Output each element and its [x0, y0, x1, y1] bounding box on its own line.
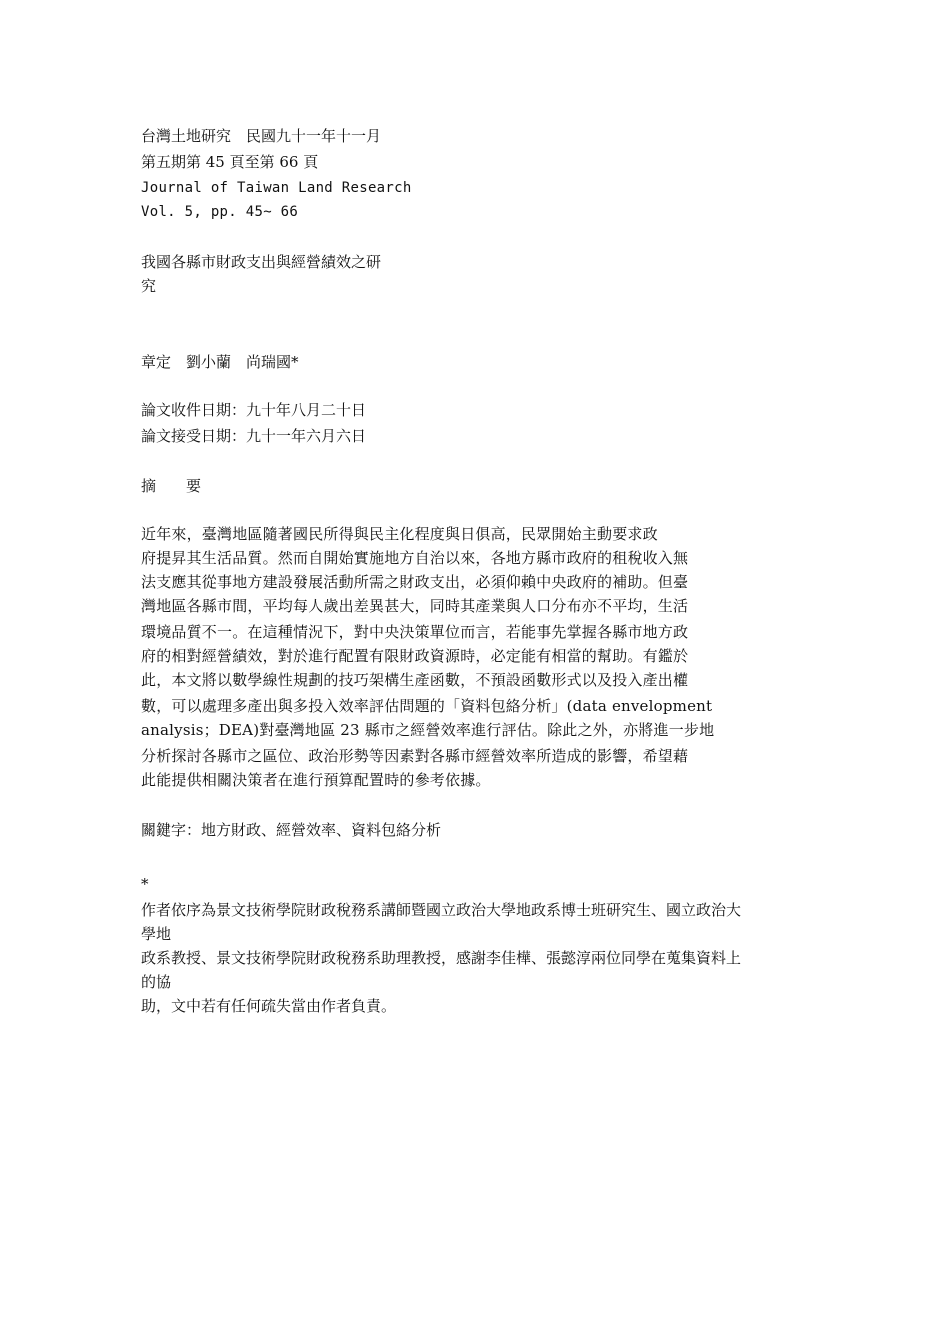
abstract-line: 分析探討各縣市之區位、政治形勢等因素對各縣市經營效率所造成的影響，希望藉 [141, 747, 689, 765]
footnote-line: 政系教授、景文技術學院財政稅務系助理教授，感謝李佳樺、張懿淳兩位同學在蒐集資料上 [141, 949, 742, 967]
abstract-line: 灣地區各縣市間，平均每人歲出差異甚大，同時其產業與人口分布亦不平均，生活 [141, 597, 689, 615]
footnote-mark: * [141, 875, 149, 893]
paper-title-line-2: 究 [141, 277, 157, 295]
abstract-line: 府的相對經營績效，對於進行配置有限財政資源時，必定能有相當的幫助。有鑑於 [141, 647, 689, 665]
footnote-line: 的協 [141, 973, 172, 991]
paper-title-line-1: 我國各縣市財政支出與經營績效之研 [141, 253, 382, 271]
issue-pages-zh: 第五期第 45 頁至第 66 頁 [141, 153, 319, 171]
abstract-heading: 摘 要 [141, 477, 202, 495]
abstract-line: 法支應其從事地方建設發展活動所需之財政支出，必須仰賴中央政府的補助。但臺 [141, 573, 689, 591]
journal-title-zh: 台灣土地研究 民國九十一年十一月 [141, 127, 382, 145]
abstract-line: 數，可以處理多產出與多投入效率評估問題的「資料包絡分析」(data envelopment [141, 697, 713, 715]
abstract-line: 此能提供相關決策者在進行預算配置時的參考依據。 [141, 771, 491, 789]
journal-title-en: Journal of Taiwan Land Research [141, 180, 412, 196]
abstract-line: 此，本文將以數學線性規劃的技巧架構生產函數，不預設函數形式以及投入產出權 [141, 671, 689, 689]
abstract-line: 環境品質不一。在這種情況下，對中央決策單位而言，若能事先掌握各縣市地方政 [141, 623, 689, 641]
footnote-line: 作者依序為景文技術學院財政稅務系講師暨國立政治大學地政系博士班研究生、國立政治大 [141, 901, 742, 919]
abstract-line: 府提昇其生活品質。然而自開始實施地方自治以來，各地方縣市政府的租稅收入無 [141, 549, 689, 567]
footnote-line: 學地 [141, 925, 172, 943]
footnote-line: 助，文中若有任何疏失當由作者負責。 [141, 997, 397, 1015]
abstract-line: analysis；DEA)對臺灣地區 23 縣市之經營效率進行評估。除此之外，亦將進一步地 [141, 721, 715, 739]
volume-pages-en: Vol. 5, pp. 45~ 66 [141, 204, 299, 220]
accepted-date: 論文接受日期：九十一年六月六日 [141, 427, 367, 445]
keywords: 關鍵字：地方財政、經營效率、資料包絡分析 [141, 821, 442, 839]
abstract-line: 近年來，臺灣地區隨著國民所得與民主化程度與日俱高，民眾開始主動要求政 [141, 525, 658, 543]
authors: 章定 劉小蘭 尚瑞國* [141, 353, 299, 371]
received-date: 論文收件日期：九十年八月二十日 [141, 401, 367, 419]
